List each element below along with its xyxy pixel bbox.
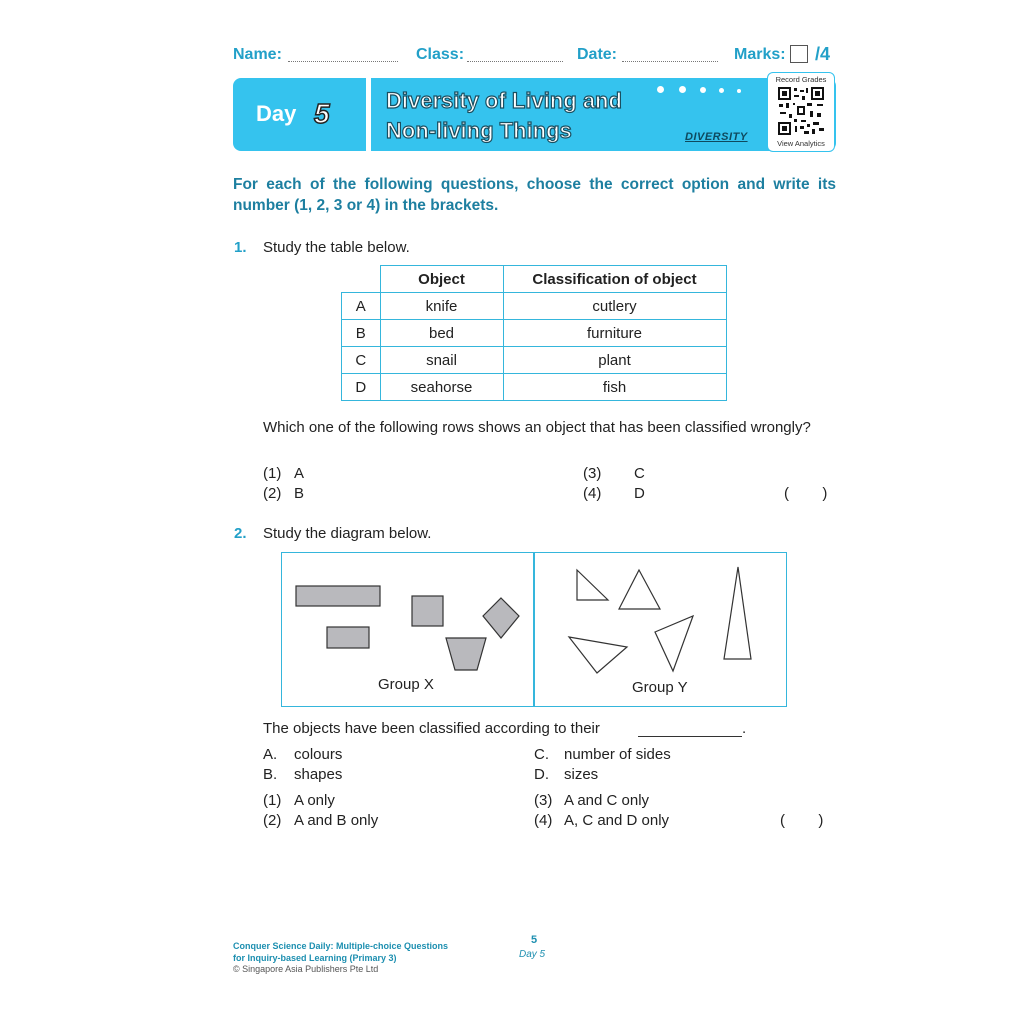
trapezium-shape	[446, 638, 486, 670]
decor-dot	[657, 86, 664, 93]
row-object: snail	[380, 347, 503, 374]
decor-dot	[679, 86, 686, 93]
q2-option-2-text: A and B only	[294, 812, 379, 829]
footer-book-line-2: for Inquiry-based Learning (Primary 3)	[233, 952, 397, 963]
question-1-text: Which one of the following rows shows an object that has been classified wrongly?	[263, 419, 811, 436]
question-2-intro: Study the diagram below.	[263, 525, 432, 542]
marks-label: Marks:	[734, 46, 786, 63]
classification-table	[341, 265, 727, 401]
statement-c-letter: C.	[534, 746, 549, 763]
class-field[interactable]	[467, 61, 563, 62]
marks-total: /4	[815, 44, 831, 64]
q1-option-1-text: A	[294, 465, 305, 482]
q1-option-2-num: (2)	[263, 485, 282, 502]
table-row	[342, 320, 727, 347]
row-label: C	[342, 347, 381, 374]
row-object: bed	[380, 320, 503, 347]
triangle-shape	[619, 570, 660, 609]
q2-option-3-text: A and C only	[564, 792, 650, 809]
topic-tag: DIVERSITY	[685, 131, 748, 143]
row-label: B	[342, 320, 381, 347]
date-label: Date:	[577, 46, 618, 63]
title-line-2: Non-living Things	[386, 118, 572, 143]
q1-option-4-text: D	[634, 485, 645, 502]
group-x-label: Group X	[378, 676, 434, 693]
table-header-object: Object	[380, 266, 503, 293]
instructions: For each of the following questions, choose the correct option and write its number (1, 2, 3 or 4) in the brackets.	[233, 176, 836, 214]
footer-copyright: © Singapore Asia Publishers Pte Ltd	[233, 964, 379, 974]
shapes-illustration	[281, 552, 787, 708]
q1-option-3-num: (3)	[583, 465, 602, 482]
statement-b-text: shapes	[294, 766, 343, 783]
footer-book-info	[233, 941, 448, 976]
q1-option-4-num: (4)	[583, 485, 602, 502]
table-row	[342, 293, 727, 320]
footer-book-line-1: Conquer Science Daily: Multiple-choice Questions	[233, 941, 449, 951]
q2-option-1-num: (1)	[263, 792, 282, 809]
marks-box[interactable]	[790, 45, 808, 63]
sentence-period: .	[742, 720, 747, 737]
decor-dot	[737, 89, 741, 93]
rectangle-shape	[296, 586, 380, 606]
question-1-intro: Study the table below.	[263, 239, 410, 256]
triangle-shape	[655, 616, 693, 671]
page-day-label: Day 5	[519, 949, 546, 960]
q2-option-2-num: (2)	[263, 812, 282, 829]
q1-answer-bracket[interactable]: ( )	[784, 485, 828, 502]
triangle-shape	[724, 567, 751, 659]
statement-a-text: colours	[294, 746, 343, 763]
question-2-number: 2.	[234, 525, 247, 542]
table-row	[342, 374, 727, 401]
square-shape	[412, 596, 443, 626]
diamond-shape	[483, 598, 519, 638]
row-object: knife	[380, 293, 503, 320]
q2-answer-bracket[interactable]: ( )	[780, 812, 824, 829]
statement-c-text: number of sides	[564, 746, 671, 763]
decor-dot	[700, 87, 706, 93]
table-header-classification: Classification of object	[503, 266, 726, 293]
row-label: A	[342, 293, 381, 320]
date-field[interactable]	[622, 61, 718, 62]
name-field[interactable]	[288, 61, 398, 62]
question-1-number: 1.	[234, 239, 247, 256]
qr-bottom-label: View Analytics	[777, 139, 825, 148]
title-line-1: Diversity of Living and	[386, 88, 622, 113]
triangle-shape	[569, 637, 627, 673]
row-label: D	[342, 374, 381, 401]
page-number: 5	[530, 934, 538, 946]
answer-blank[interactable]	[638, 736, 742, 737]
day-label: Day	[256, 101, 297, 126]
statement-d-text: sizes	[564, 766, 599, 783]
qr-code-icon	[777, 86, 825, 136]
q1-option-1-num: (1)	[263, 465, 282, 482]
day-number: 5	[314, 98, 330, 129]
banner-divider	[366, 78, 371, 151]
q2-option-1-text: A only	[294, 792, 335, 809]
row-classification: furniture	[503, 320, 726, 347]
table-corner	[342, 266, 381, 293]
question-2-text: The objects have been classified according to their	[263, 720, 600, 737]
statement-a-letter: A.	[263, 746, 278, 763]
rectangle-shape	[327, 627, 369, 648]
qr-code-card[interactable]	[767, 72, 835, 152]
row-classification: fish	[503, 374, 726, 401]
group-y-label: Group Y	[632, 679, 688, 696]
qr-top-label: Record Grades	[775, 75, 827, 84]
triangle-shape	[577, 570, 608, 600]
q2-option-3-num: (3)	[534, 792, 553, 809]
table-row	[342, 347, 727, 374]
class-label: Class:	[416, 46, 465, 63]
row-classification: plant	[503, 347, 726, 374]
row-classification: cutlery	[503, 293, 726, 320]
decor-dot	[719, 88, 724, 93]
q1-option-2-text: B	[294, 485, 305, 502]
name-label: Name:	[233, 46, 282, 63]
statement-b-letter: B.	[263, 766, 278, 783]
q2-option-4-num: (4)	[534, 812, 553, 829]
statement-d-letter: D.	[534, 766, 549, 783]
q2-option-4-text: A, C and D only	[564, 812, 670, 829]
row-object: seahorse	[380, 374, 503, 401]
q1-option-3-text: C	[634, 465, 645, 482]
